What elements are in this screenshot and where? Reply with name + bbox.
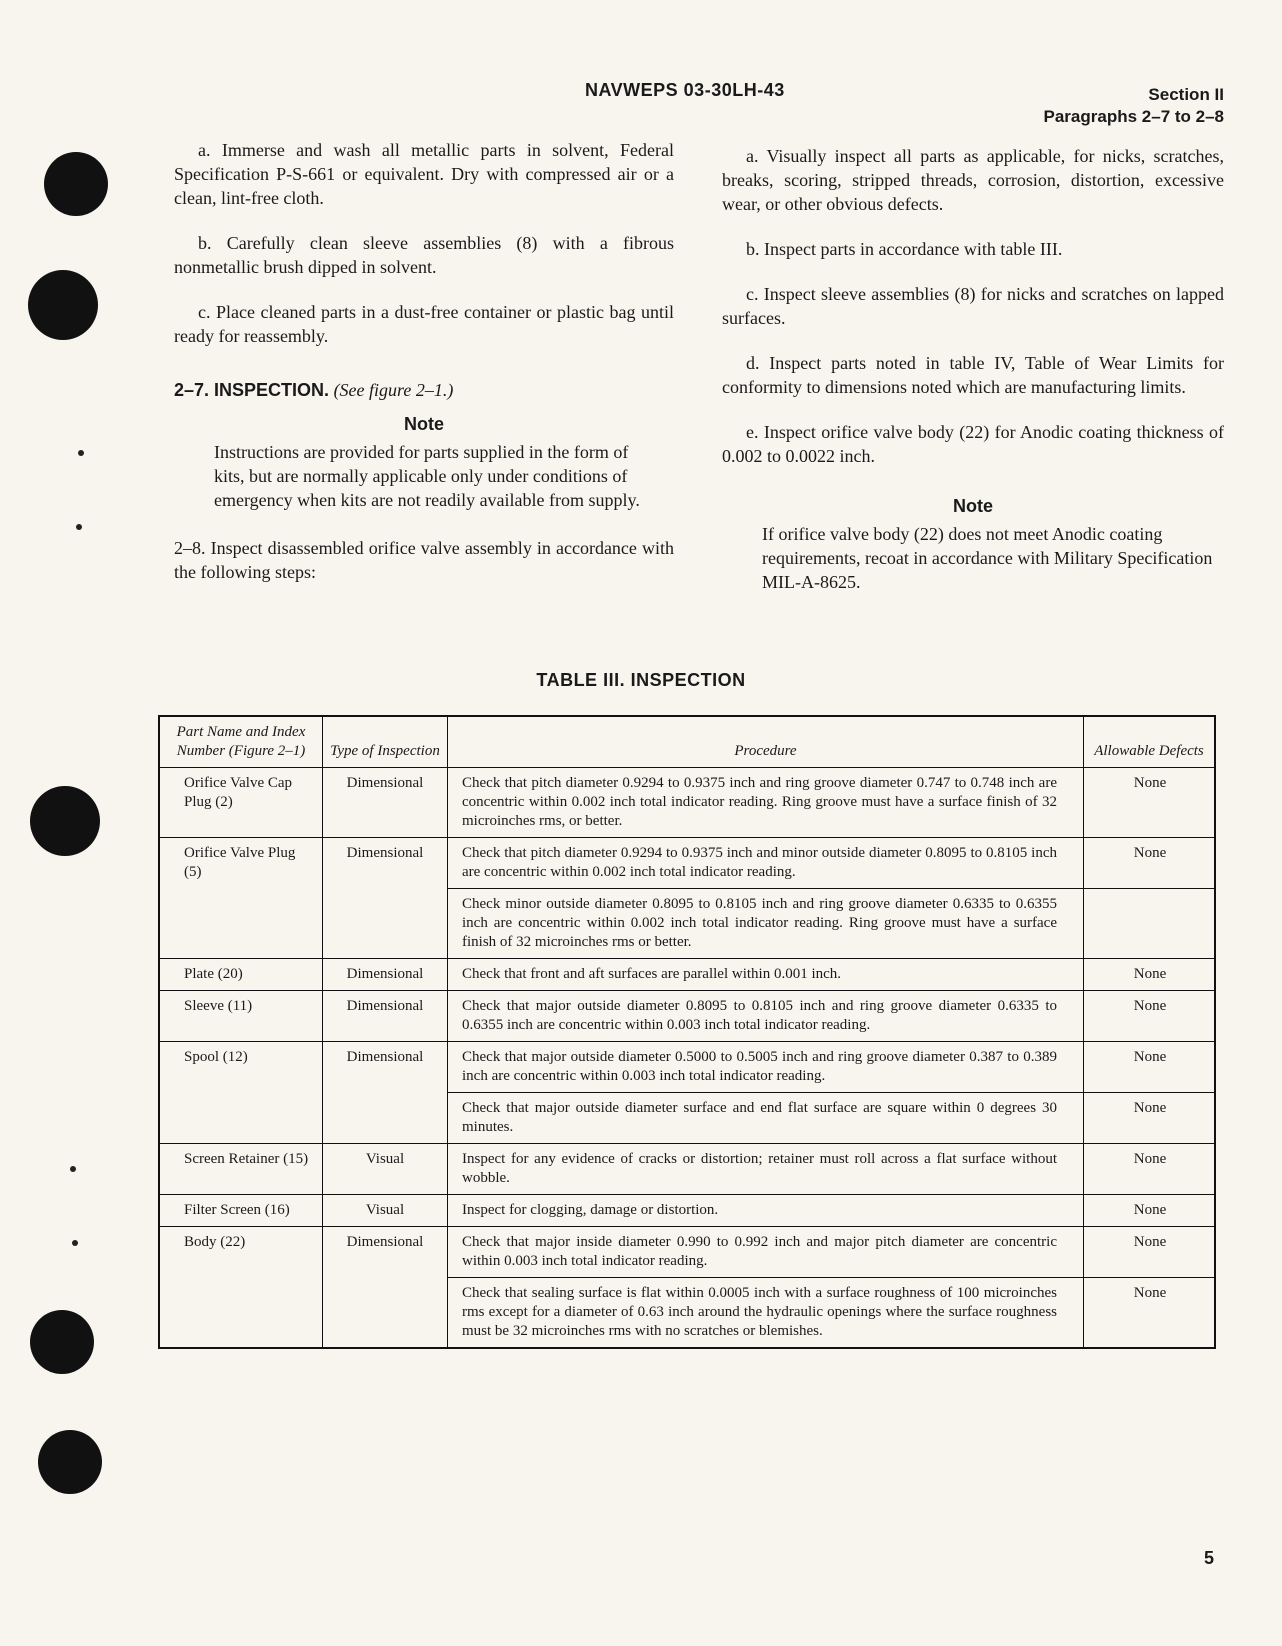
allowable-defects: None [1084,1227,1216,1278]
speck [72,1240,78,1246]
allowable-defects: None [1084,1144,1216,1195]
inspection-type: Dimensional [323,1042,448,1093]
note-title: Note [404,414,444,434]
speck [70,1166,76,1172]
paragraph-2-8: 2–8. Inspect disassembled orifice valve assembly in accordance with the following steps: [174,538,674,582]
table-row [159,768,1215,838]
procedure: Inspect for clogging, damage or distortion. [448,1195,1084,1227]
allowable-defects: None [1084,991,1216,1042]
part-name [159,1278,323,1349]
part-name: Spool (12) [159,1042,323,1093]
binder-hole [44,152,108,216]
document-number: NAVWEPS 03-30LH-43 [585,80,785,100]
inspection-type: Dimensional [323,959,448,991]
speck [78,450,84,456]
inspection-type: Dimensional [323,768,448,838]
part-name: Filter Screen (16) [159,1195,323,1227]
speck [76,524,82,530]
binder-hole [30,786,100,856]
inspect-step-b: b. Inspect parts in accordance with table III. [746,239,1063,259]
paragraph-range: Paragraphs 2–7 to 2–8 [1043,107,1224,126]
procedure: Check that pitch diameter 0.9294 to 0.9375 inch and ring groove diameter 0.747 to 0.748 inch are concentric within 0.002 inch total indicator reading. Ring groove must have a surface finish of 32 microinches rms, or better. [448,768,1084,838]
table-row [159,1093,1215,1144]
binder-hole [30,1310,94,1374]
procedure: Check that major outside diameter 0.5000 to 0.5005 inch and ring groove diameter 0.387 to 0.389 inch are concentric within 0.003 inch total indicator reading. [448,1042,1084,1093]
inspection-type: Visual [323,1195,448,1227]
inspection-type: Dimensional [323,838,448,889]
heading-figure-ref: (See figure 2–1.) [333,380,454,400]
table-row [159,991,1215,1042]
part-name: Orifice Valve Plug (5) [159,838,323,889]
page-number: 5 [1203,1548,1214,1568]
clean-step-c: c. Place cleaned parts in a dust-free container or plastic bag until ready for reassembly. [174,302,674,346]
allowable-defects: None [1084,1042,1216,1093]
table-row [159,959,1215,991]
table-row [159,838,1215,889]
part-name: Screen Retainer (15) [159,1144,323,1195]
inspect-step-c: c. Inspect sleeve assemblies (8) for nicks and scratches on lapped surfaces. [722,284,1224,328]
allowable-defects: None [1084,1195,1216,1227]
inspection-table [158,715,1216,1349]
table-row [159,1278,1215,1349]
part-name [159,1093,323,1144]
binder-hole [38,1430,102,1494]
inspect-step-d: d. Inspect parts noted in table IV, Table of Wear Limits for conformity to dimensions noted which are manufacturing limits. [722,353,1224,397]
inspection-type: Visual [323,1144,448,1195]
table-title: TABLE III. INSPECTION [536,670,746,690]
inspection-type [323,889,448,959]
inspection-type: Dimensional [323,991,448,1042]
heading-number: 2–7. INSPECTION. [174,380,330,400]
procedure: Inspect for any evidence of cracks or distortion; retainer must roll across a flat surface without wobble. [448,1144,1084,1195]
part-name: Body (22) [159,1227,323,1278]
procedure: Check that front and aft surfaces are parallel within 0.001 inch. [448,959,1084,991]
clean-step-b: b. Carefully clean sleeve assemblies (8) with a fibrous nonmetallic brush dipped in solvent. [174,233,674,277]
procedure: Check that pitch diameter 0.9294 to 0.9375 inch and minor outside diameter 0.8095 to 0.8105 inch are concentric within 0.002 inch total indicator reading. [448,838,1084,889]
section-header [1044,84,1224,128]
table-row [159,1144,1215,1195]
allowable-defects [1084,889,1216,959]
note-text: If orifice valve body (22) does not meet Anodic coating requirements, recoat in accordance with Military Specification MIL-A-8625. [762,524,1213,592]
part-name: Orifice Valve Cap Plug (2) [159,768,323,838]
procedure: Check that major inside diameter 0.990 to 0.992 inch and major pitch diameter are concentric within 0.003 inch total indicator reading. [448,1227,1084,1278]
procedure: Check minor outside diameter 0.8095 to 0.8105 inch and ring groove diameter 0.6335 to 0.6355 inch are concentric within 0.002 inch total indicator reading. Ring groove must have a surface finish of 32 microinches rms or better. [448,889,1084,959]
part-name: Plate (20) [159,959,323,991]
inspect-step-a: a. Visually inspect all parts as applicable, for nicks, scratches, breaks, scoring, stripped threads, corrosion, distortion, excessive wear, or other obvious defects. [722,146,1224,214]
table-row [159,1042,1215,1093]
procedure: Check that sealing surface is flat within 0.0005 inch with a surface roughness of 100 microinches rms except for a diameter of 0.63 inch around the hydraulic openings where the surface roughness must be 32 microinches rms with no scratches or blemishes. [448,1278,1084,1349]
header-defects: Allowable Defects [1084,716,1216,768]
inspection-heading [174,378,674,402]
left-column [174,138,674,605]
header-procedure: Procedure [448,716,1084,768]
procedure: Check that major outside diameter 0.8095 to 0.8105 inch and ring groove diameter 0.6335 to 0.6355 inch are concentric within 0.003 inch total indicator reading. [448,991,1084,1042]
note-title: Note [953,496,993,516]
allowable-defects: None [1084,768,1216,838]
note-text: Instructions are provided for parts supplied in the form of kits, but are normally applicable only under conditions of emergency when kits are not readily available from supply. [214,442,640,510]
allowable-defects: None [1084,1278,1216,1349]
table-header-row [159,716,1215,768]
part-name [159,889,323,959]
table-row [159,1195,1215,1227]
procedure: Check that major outside diameter surface and end flat surface are square within 0 degrees 30 minutes. [448,1093,1084,1144]
clean-step-a: a. Immerse and wash all metallic parts in solvent, Federal Specification P-S-661 or equivalent. Dry with compressed air or a clean, lint-free cloth. [174,140,674,208]
inspection-type [323,1093,448,1144]
section-label: Section II [1148,85,1224,104]
binder-hole [28,270,98,340]
part-name: Sleeve (11) [159,991,323,1042]
inspect-step-e: e. Inspect orifice valve body (22) for Anodic coating thickness of 0.002 to 0.0022 inch. [722,422,1224,466]
table-row [159,889,1215,959]
allowable-defects: None [1084,1093,1216,1144]
inspection-type: Dimensional [323,1227,448,1278]
right-column [722,144,1224,594]
table-row [159,1227,1215,1278]
header-part: Part Name and Index Number (Figure 2–1) [159,716,323,768]
allowable-defects: None [1084,959,1216,991]
allowable-defects: None [1084,838,1216,889]
inspection-type [323,1278,448,1349]
header-type: Type of Inspection [323,716,448,768]
